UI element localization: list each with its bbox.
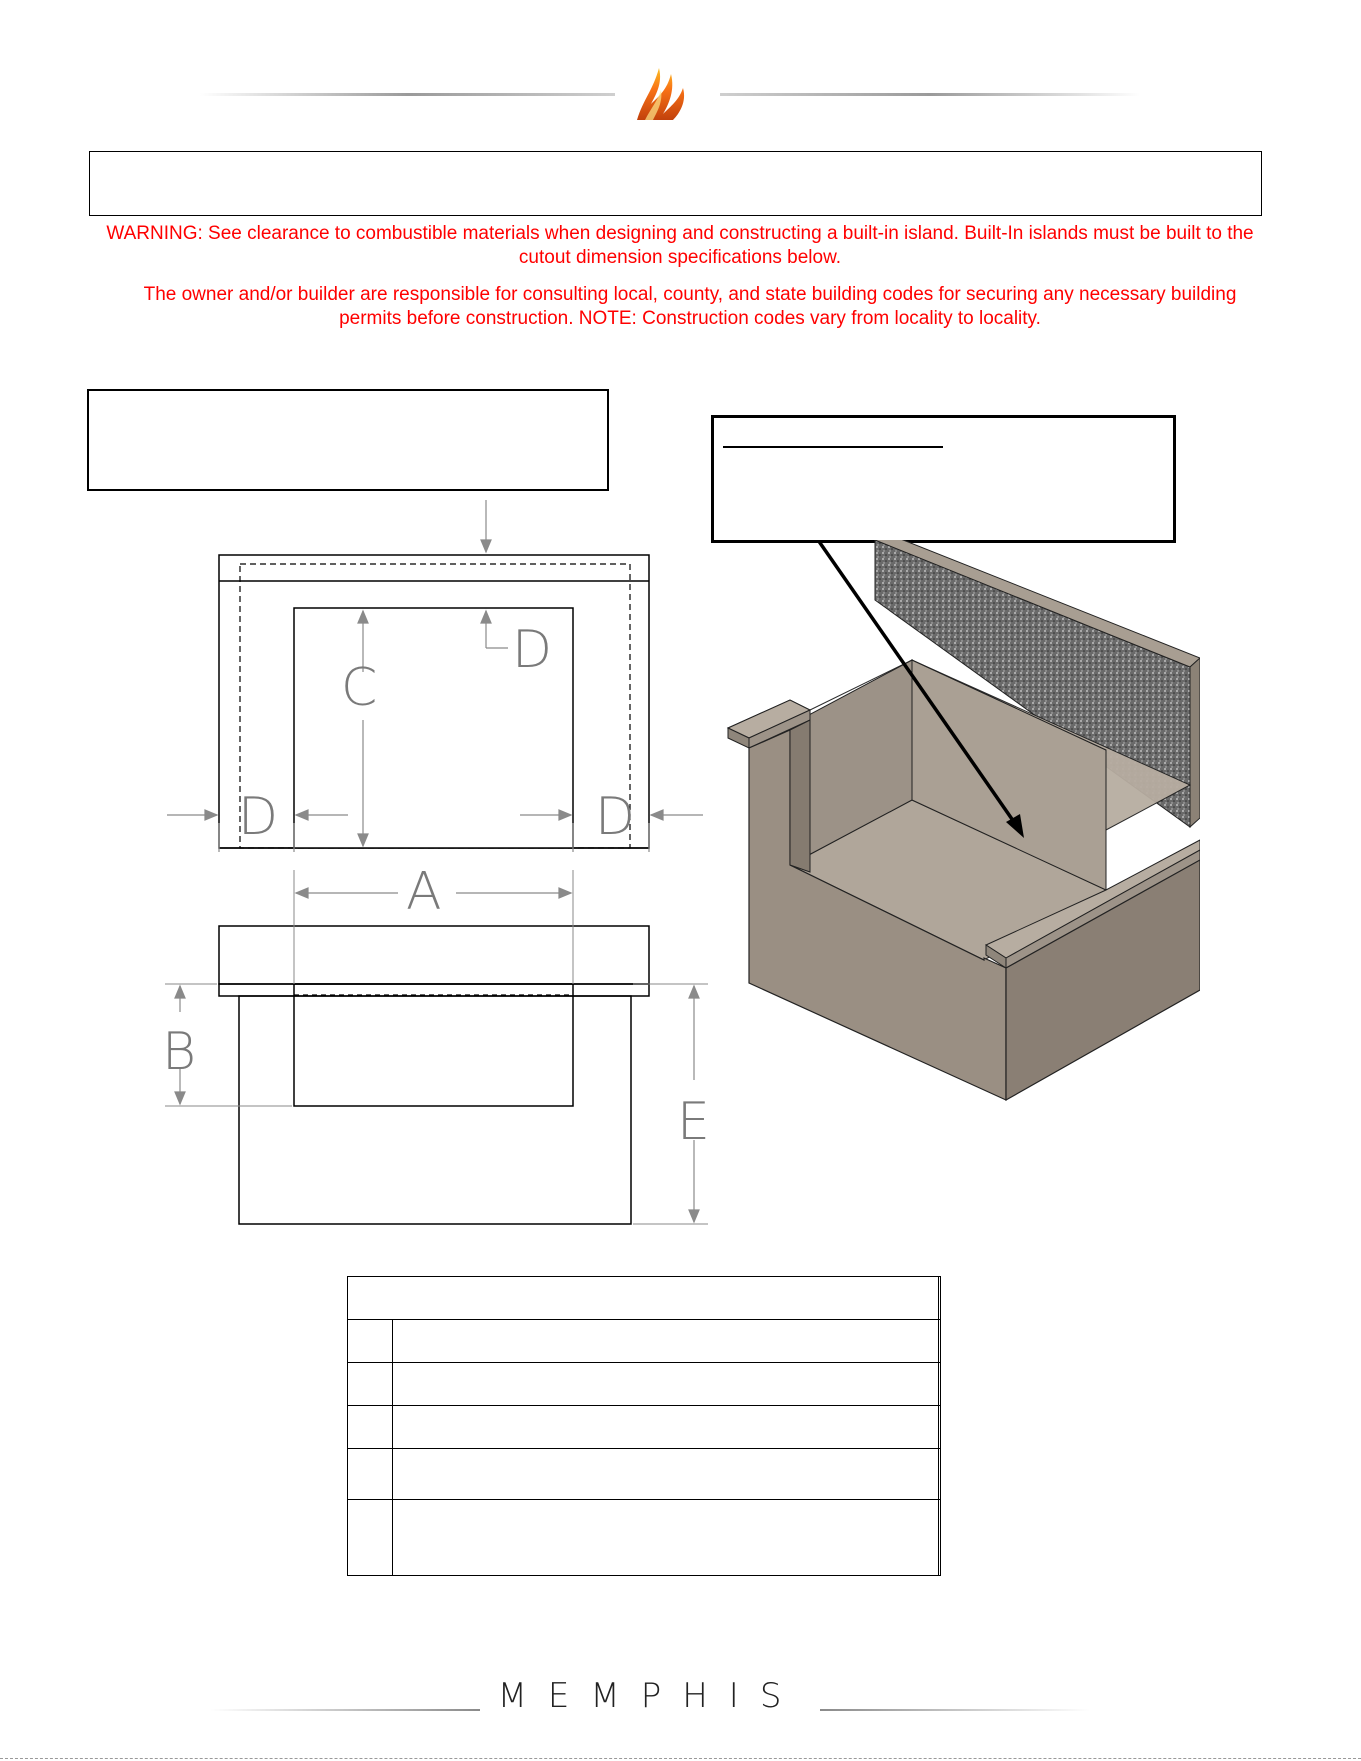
label-c: C (341, 658, 378, 718)
cutout-diagram (0, 480, 720, 1240)
dimensions-table (347, 1276, 941, 1576)
table-row (348, 1406, 941, 1449)
table-row (348, 1320, 941, 1363)
warning-building-codes: The owner and/or builder are responsible for consulting local, county, and state building codes for securing any necessary building permits before construction. NOTE: Construction codes vary from locality to locality. (143, 284, 1237, 329)
note-box-left (87, 389, 609, 491)
warning-clearance: WARNING: See clearance to combustible materials when designing and constructing a built-in island. Built-In islands must be built to the cutout dimension specifications below. (106, 223, 1254, 268)
page-bottom-rule (0, 1758, 1361, 1759)
table-header-cell (939, 1277, 941, 1320)
flame-icon (633, 60, 693, 122)
brand-wordmark: MEMPHIS (497, 1676, 803, 1716)
front-view-counter (219, 926, 649, 984)
note-heading-underline (723, 446, 943, 448)
table-row (348, 1449, 941, 1500)
backsplash-end (1190, 658, 1200, 827)
label-d-left: D (238, 787, 279, 847)
front-view-cutout (294, 984, 573, 1106)
note-box-right (711, 415, 1176, 543)
table-header-cell (348, 1277, 939, 1320)
title-box (89, 151, 1262, 216)
label-d-top: D (512, 620, 553, 680)
label-a: A (406, 862, 442, 922)
front-view-counter-lip (219, 984, 649, 996)
label-b: B (162, 1022, 197, 1082)
table-row (348, 1363, 941, 1406)
front-view-island (239, 996, 631, 1224)
table-row (348, 1500, 941, 1576)
label-d-right: D (595, 787, 636, 847)
callout-leader-arrow (780, 540, 1040, 840)
label-e: E (677, 1092, 710, 1152)
